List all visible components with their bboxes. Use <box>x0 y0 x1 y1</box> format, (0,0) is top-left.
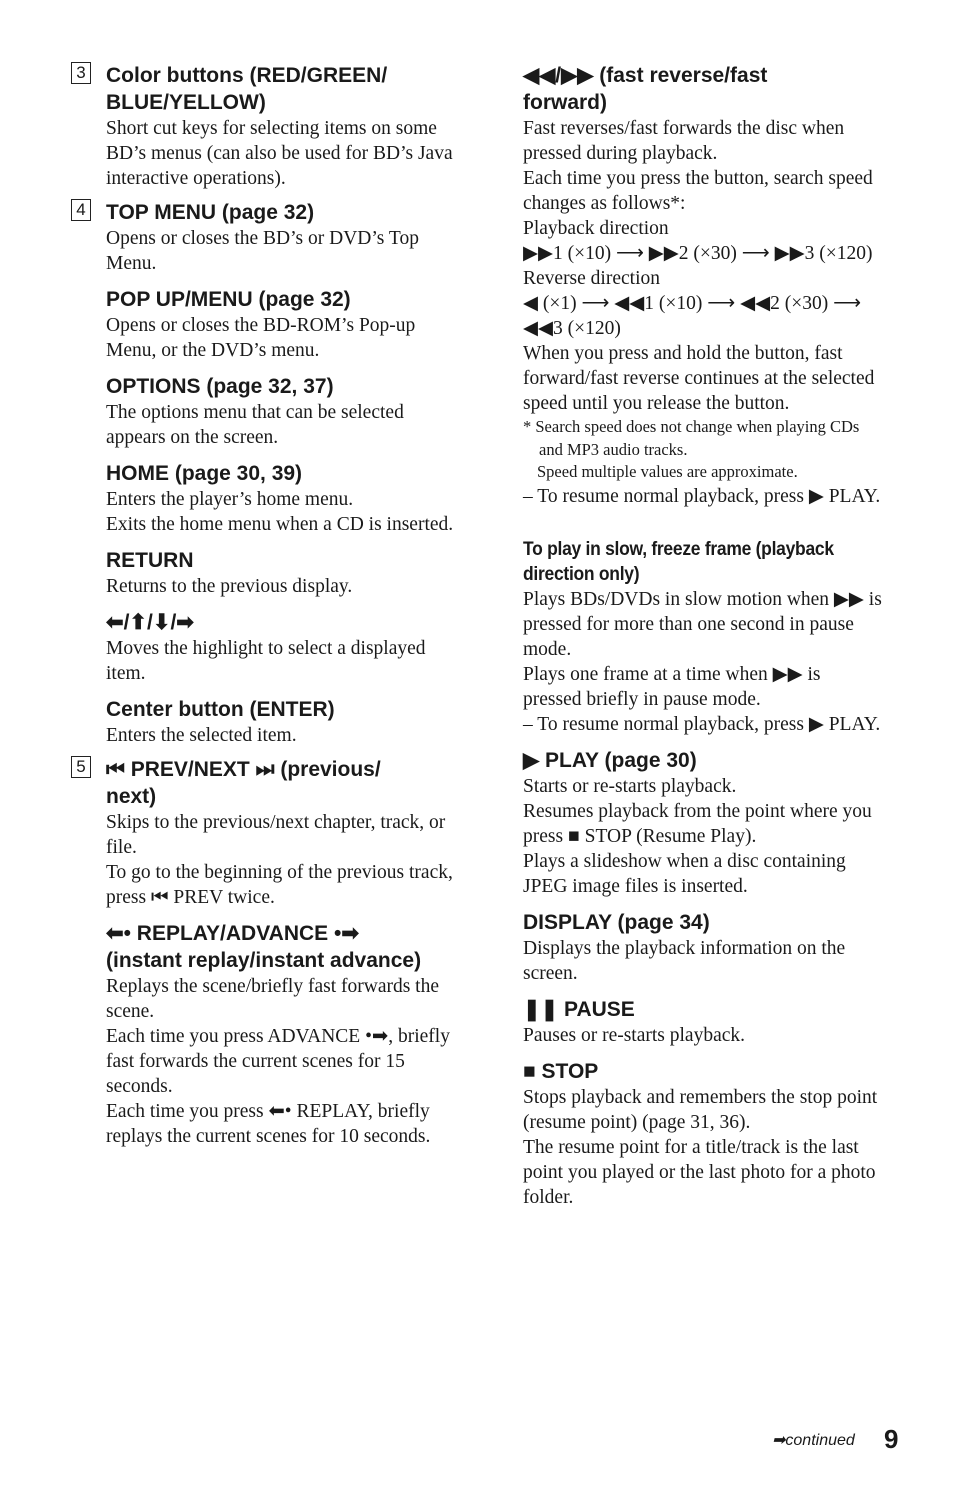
section-4 <box>72 199 462 748</box>
replay-advance-text-2: Each time you press ADVANCE •➡, briefly fast forwards the current scenes for 15 seconds. <box>106 1026 450 1097</box>
play-text-2: Resumes playback from the point where you press ■ STOP (Resume Play). <box>523 800 872 847</box>
slow-freeze-heading: To play in slow, freeze frame (playback direction only) <box>523 538 834 585</box>
pause-heading: ❚❚ PAUSE <box>523 997 635 1021</box>
popup-menu-text: Opens or closes the BD-ROM’s Pop-up Menu, or the DVD’s menu. <box>106 315 416 361</box>
return-text: Returns to the previous display. <box>106 576 353 597</box>
color-buttons-text: Short cut keys for selecting items on some BD’s menus (can also be used for BD’s Java interactive operations). <box>106 118 453 189</box>
ff-resume-text: – To resume normal playback, press ▶ PLAY. <box>523 485 881 507</box>
home-heading: HOME (page 30, 39) <box>106 462 303 485</box>
prev-next-text-2: To go to the beginning of the previous track, press ⏮ PREV twice. <box>106 862 453 908</box>
center-button-heading: Center button (ENTER) <box>106 698 335 721</box>
ff-text-3: When you press and hold the button, fast forward/fast reverse continues at the selected speed until you release the button. <box>523 343 875 414</box>
stop-text-2: The resume point for a title/track is the last point you played or the last photo for a photo folder. <box>523 1136 876 1208</box>
page-footer <box>772 1424 899 1454</box>
ff-footnote-2: Speed multiple values are approximate. <box>537 462 798 481</box>
replay-advance-heading: ⬅• REPLAY/ADVANCE •➡ (instant replay/instant advance) <box>106 922 422 972</box>
pause-text: Pauses or re-starts playback. <box>523 1024 746 1046</box>
play-text-1: Starts or re-starts playback. <box>523 775 737 797</box>
home-text-1: Enters the player’s home menu. <box>106 489 354 510</box>
section-number: 4 <box>71 199 91 221</box>
page-number: 9 <box>884 1424 899 1454</box>
left-column <box>72 62 462 1149</box>
ff-footnote-1: * Search speed does not change when playing CDs and MP3 audio tracks. <box>523 417 860 459</box>
replay-advance-text-1: Replays the scene/briefly fast forwards the scene. <box>106 976 440 1022</box>
section-number: 3 <box>71 62 91 84</box>
section-number: 5 <box>71 756 91 778</box>
popup-menu-heading: POP UP/MENU (page 32) <box>106 288 351 311</box>
playback-direction-sequence: ▶▶1 (×10) ⟶ ▶▶2 (×30) ⟶ ▶▶3 (×120) <box>523 243 873 264</box>
center-button-text: Enters the selected item. <box>106 725 297 746</box>
section-5 <box>72 756 462 1149</box>
prev-next-heading: ⏮ PREV/NEXT ⏭ (previous/ next) <box>106 758 381 808</box>
ff-text-2: Each time you press the button, search speed changes as follows*: <box>523 168 873 214</box>
slow-resume-text: – To resume normal playback, press ▶ PLAY. <box>523 713 881 735</box>
display-text: Displays the playback information on the screen. <box>523 937 846 984</box>
color-buttons-heading: Color buttons (RED/GREEN/ BLUE/YELLOW) <box>106 64 388 114</box>
options-heading: OPTIONS (page 32, 37) <box>106 375 334 398</box>
playback-direction-label: Playback direction <box>523 218 669 239</box>
ff-text-1: Fast reverses/fast forwards the disc when pressed during playback. <box>523 118 845 164</box>
right-column <box>523 62 883 1210</box>
return-heading: RETURN <box>106 549 194 572</box>
stop-heading: ■ STOP <box>523 1059 599 1083</box>
section-3 <box>72 62 462 191</box>
reverse-direction-label: Reverse direction <box>523 268 660 289</box>
replay-advance-text-3: Each time you press ⬅• REPLAY, briefly replays the current scenes for 10 seconds. <box>106 1101 431 1147</box>
slow-text-2: Plays one frame at a time when ▶▶ is pressed briefly in pause mode. <box>523 663 821 710</box>
home-text-2: Exits the home menu when a CD is inserted. <box>106 514 454 535</box>
prev-next-text-1: Skips to the previous/next chapter, track, or file. <box>106 812 446 858</box>
options-text: The options menu that can be selected appears on the screen. <box>106 402 404 448</box>
arrow-keys-text: Moves the highlight to select a displayed item. <box>106 638 426 684</box>
fast-reverse-forward-heading: ◀◀/▶▶ (fast reverse/fast forward) <box>523 64 768 114</box>
top-menu-heading: TOP MENU (page 32) <box>106 201 315 224</box>
play-text-3: Plays a slideshow when a disc containing JPEG image files is inserted. <box>523 850 846 897</box>
reverse-direction-sequence: ◀ (×1) ⟶ ◀◀1 (×10) ⟶ ◀◀2 (×30) ⟶ ◀◀3 (×120) <box>523 293 862 339</box>
arrow-keys-heading: ⬅/⬆/⬇/➡ <box>106 611 194 634</box>
stop-text-1: Stops playback and remembers the stop point (resume point) (page 31, 36). <box>523 1086 878 1133</box>
top-menu-text: Opens or closes the BD’s or DVD’s Top Menu. <box>106 228 419 274</box>
play-heading: ▶ PLAY (page 30) <box>523 748 697 772</box>
display-heading: DISPLAY (page 34) <box>523 910 710 934</box>
slow-text-1: Plays BDs/DVDs in slow motion when ▶▶ is pressed for more than one second in pause mode. <box>523 588 882 660</box>
continued-label: ➡continued <box>772 1432 855 1449</box>
